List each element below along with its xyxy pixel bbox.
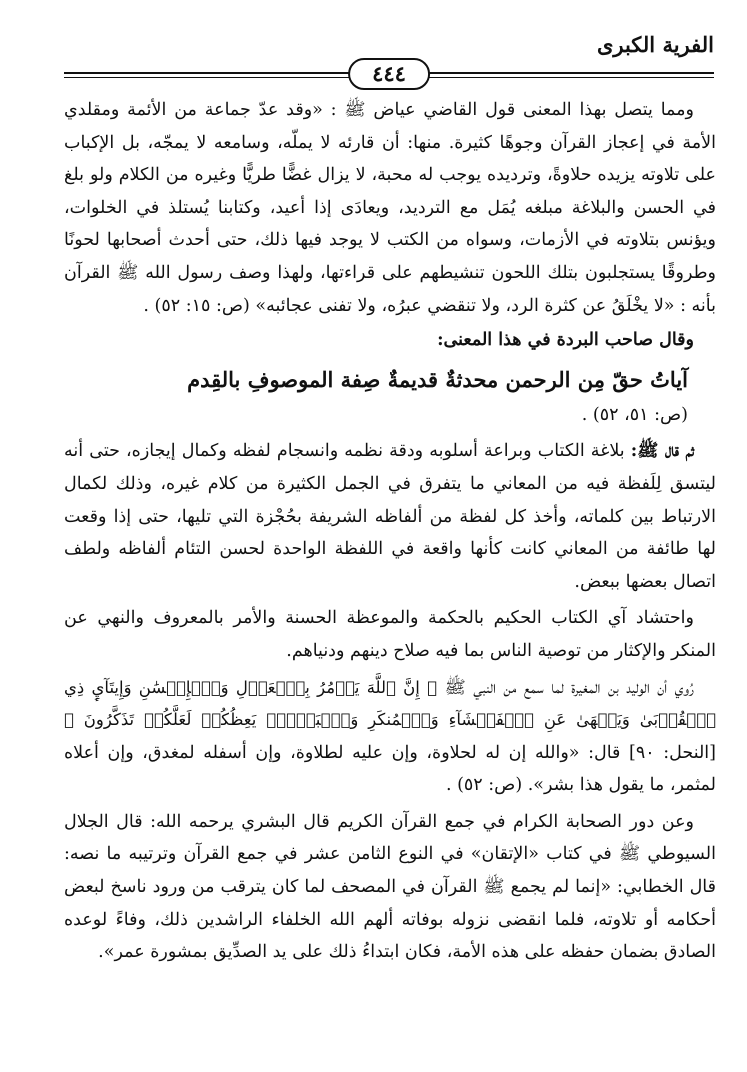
paragraph-walid xyxy=(64,672,716,802)
page-number: ٤٤٤ xyxy=(348,58,430,90)
paragraph-qadi-iyad: ومما يتصل بهذا المعنى قول القاضي عياض ﷺ : «وقد عدّ جماعة من الأئمة ومقلدي الأمة في إعجاز القرآن وجوهًا كثيرة. منها: أن قارئه لا يملّه، وسامعه لا يمجّه، بل الإكباب على تلاوته يزيده حلاوةً، وترديده يوجب له محبة، لا يزال غضًّا طريًّا وغيره من الكلام ولو بلغ في الحسن والبلاغة مبلغه يُمَل مع الترديد، ويعادَى إذا أعيد، وكتابنا يُستلذ في الخلوات، ويؤنس بتلاوته في الأزمات، وسواه من الكتب لا يوجد فيها ذلك، حتى أحدث أصحابها لحونًا وطروقًا يستجلبون بتلك اللحون تنشيطهم على قراءتها، ولهذا وصف رسول الله ﷺ القرآن بأنه : «لا يخْلَقُ عن كثرة الرد، ولا تنقضي عبرُه، ولا تفنى عجائبه» (ص: ١٥: ٥٢) . xyxy=(64,100,716,316)
poem-verse: آياتُ حقّ مِن الرحمن محدثةٌ قديمةٌ صِفة الموصوفِ بالقِدم xyxy=(187,366,688,392)
page-header xyxy=(64,28,714,86)
paragraph-compilation: وعن دور الصحابة الكرام في جمع القرآن الكريم قال البشري يرحمه الله: قال الجلال السيوطي ﷺ في كتاب «الإتقان» في النوع الثامن عشر في جمع القرآن وترتيبه ما نصه: قال الخطابي: «إنما لم يجمع ﷺ القرآن في المصحف لما كان يترقب من ورود ناسخ لبعض أحكامه أو تلاوته، فلما انقضى نزوله بوفاته ألهم الله الخلفاء الراشدين ذلك، وفاءً لوعده الصادق بضمان حفظه على هذه الأمة، فكان ابتداءُ ذلك على يد الصدِّيق بمشورة عمر». xyxy=(64,811,716,963)
paragraph-lead: ثم قال ﷺ: xyxy=(630,441,694,462)
paragraph-text: [النحل: ٩٠] قال: «والله إن له لحلاوة، وإن عليه لطلاوة، وإن أسفله لمغدق، وإن أعلاه لمثمر، ما يقول هذا بشر». (ص: ٥٢) . xyxy=(64,742,716,796)
paragraph-text: بلاغة الكتاب وبراعة أسلوبه ودقة نظمه وانسجام لفظه وكمال إيجازه، حتى أنه ليتسق لِلَفظة فيه من المعاني ما يتفرق في الجمل الكثيرة من كلام غيره، وذلك لكمال الارتباط بين كلماته، وأخذ كل لفظة من ألفاظه الشريفة بحُجْزة التي تليها، حتى إذا وقعت لها طائفة من المعاني كانت كأنها واقعة في اللفظة الواحدة لحسن التئام ألفاظه ولطف اتصال بعضها ببعض. xyxy=(64,441,716,592)
paragraph-eloquence xyxy=(64,435,716,598)
book-title: الفرية الكبرى xyxy=(596,32,714,57)
verse-reference: (ص: ٥١، ٥٢) . xyxy=(581,404,688,425)
paragraph-text: رُوي أن الوليد بن المغيرة لما سمع من النبي ﷺ xyxy=(437,677,694,698)
paragraph-burda-intro: وقال صاحب البردة في هذا المعنى: xyxy=(437,330,694,351)
quran-verse: ﴿ إِنَّ ٱللَّهَ يَأۡمُرُ بِٱلۡعَدۡلِ وَٱلۡإِحۡسَٰنِ وَإِيتَآيِٕ ذِي ٱلۡقُرۡبَىٰ وَيَنۡهَىٰ عَنِ ٱلۡفَحۡشَآءِ وَٱلۡمُنكَرِ وَٱلۡبَغۡيِۚ يَعِظُكُمۡ لَعَلَّكُمۡ تَذَكَّرُونَ ﴾ xyxy=(64,677,716,730)
page-body xyxy=(64,94,716,969)
paragraph-wisdom: واحتشاد آي الكتاب الحكيم بالحكمة والموعظة الحسنة والأمر بالمعروف والنهي عن المنكر والإكثار من توصية الناس بما فيه صلاح دينهم ودنياهم. xyxy=(64,608,716,661)
